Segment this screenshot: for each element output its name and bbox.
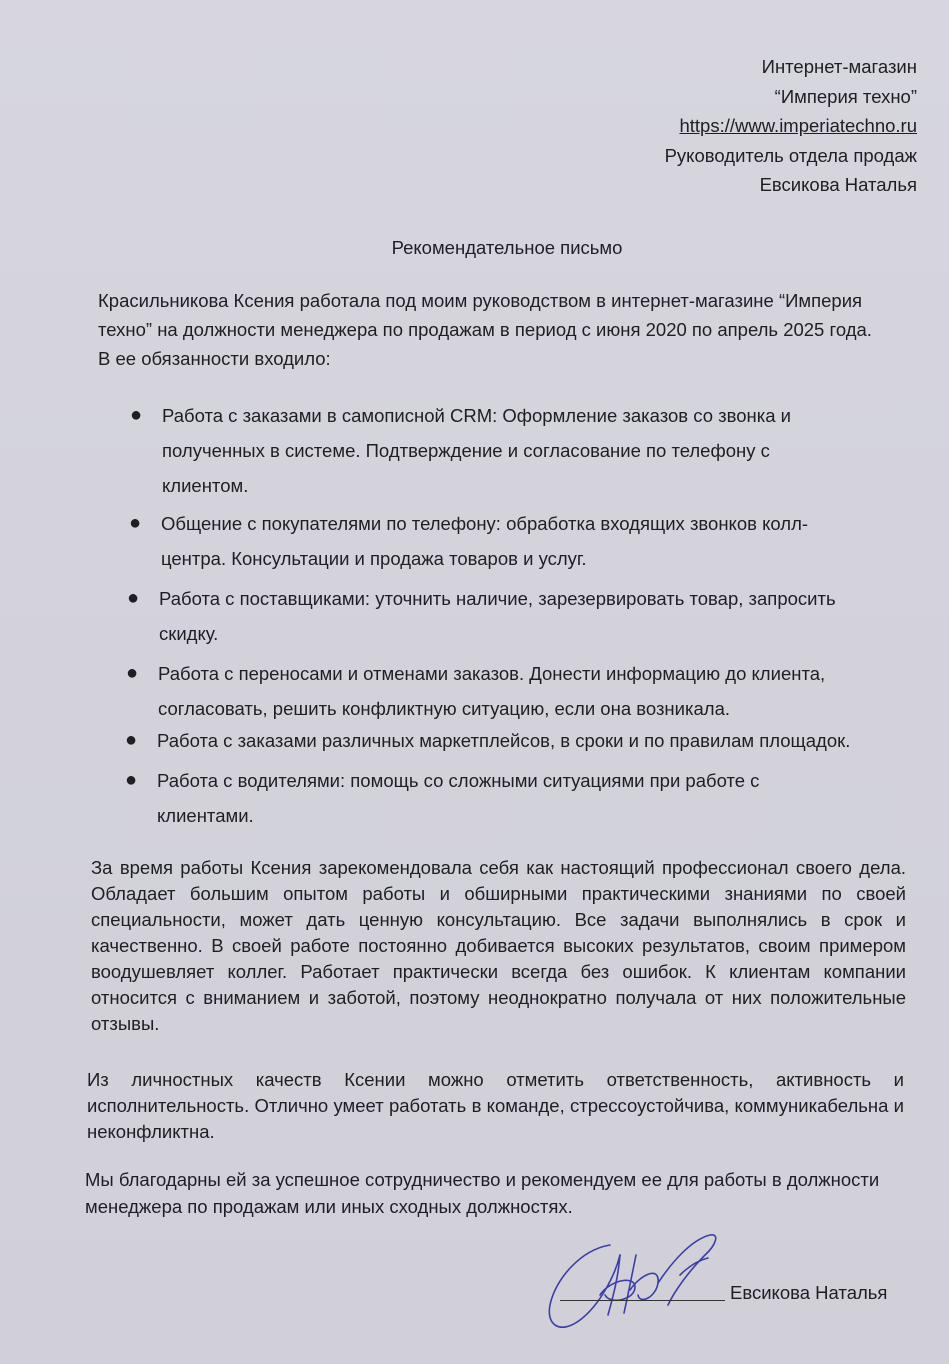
duty-line: Работа с поставщиками: уточнить наличие, зарезервировать товар, запросить (159, 588, 836, 609)
company-url: https://www.imperiatechno.ru (679, 115, 917, 136)
duty-line: Общение с покупателями по телефону: обработка входящих звонков колл- (161, 513, 809, 534)
duty-line: Работа с заказами различных маркетплейсов, в сроки и по правилам площадок. (157, 730, 851, 751)
signature-line (560, 1300, 725, 1301)
bullet-icon: ● (126, 662, 139, 684)
handwritten-signature (540, 1225, 740, 1345)
duty-line: клиентами. (157, 805, 254, 826)
author-position: Руководитель отдела продаж (664, 144, 917, 166)
duty-line: Работа с водителями: помощь со сложными ситуациями при работе с (157, 770, 760, 791)
bullet-icon: ● (125, 729, 138, 751)
paragraph-closing: Мы благодарны ей за успешное сотрудничество и рекомендуем ее для работы в должности менеджера по продажам или иных сходных должностях. (85, 1169, 880, 1217)
duty-item (129, 506, 921, 576)
duty-line: клиентом. (162, 475, 249, 496)
bullet-icon: ● (130, 404, 143, 426)
duty-line: согласовать, решить конфликтную ситуацию, если она возникала. (158, 698, 730, 719)
bullet-icon: ● (127, 587, 140, 609)
intro-paragraph: Красильникова Ксения работала под моим руководством в интернет-магазине “Империя техно” на должности менеджера по продажам в период с июня 2020 по апрель 2025 года. В ее обязанности входило: (98, 290, 872, 369)
duty-item (130, 398, 922, 503)
duty-line: Работа с заказами в самописной CRM: Оформление заказов со звонка и (162, 405, 792, 426)
signer-name: Евсикова Наталья (730, 1282, 888, 1303)
duty-item (125, 723, 917, 758)
author-name: Евсикова Наталья (759, 174, 917, 195)
letterhead (665, 52, 917, 200)
duty-line: центра. Консультации и продажа товаров и услуг. (161, 548, 587, 569)
paragraph-achievements: За время работы Ксения зарекомендовала себя как настоящий профессионал своего дела. Обладает большим опытом работы и обширными практическими знаниями по своей специальности, может дать ценную консультацию. Все задачи выполнялись в срок и качественно. В своей работе постоянно добивается высоких результатов, своим примером воодушевляет коллег. Работает практически всегда без ошибок. К клиентам компании относится с вниманием и заботой, поэтому неоднократно получала от них положительные отзывы. (91, 857, 906, 1034)
duty-line: скидку. (159, 623, 219, 644)
duty-line: Работа с переносами и отменами заказов. Донести информацию до клиента, (158, 663, 826, 684)
bullet-icon: ● (129, 512, 142, 534)
company-type: Интернет-магазин (761, 56, 917, 77)
paragraph-qualities: Из личностных качеств Ксении можно отметить ответственность, активность и исполнительность. Отлично умеет работать в команде, стрессоустойчива, коммуникабельна и неконфликтна. (87, 1069, 904, 1142)
duty-line: полученных в системе. Подтверждение и согласование по телефону с (162, 440, 770, 461)
letter-title: Рекомендательное письмо (391, 237, 623, 258)
duty-item (126, 656, 918, 726)
duty-item (125, 763, 917, 833)
company-name: “Империя техно” (774, 85, 917, 107)
duty-item (127, 581, 919, 651)
bullet-icon: ● (125, 769, 138, 791)
